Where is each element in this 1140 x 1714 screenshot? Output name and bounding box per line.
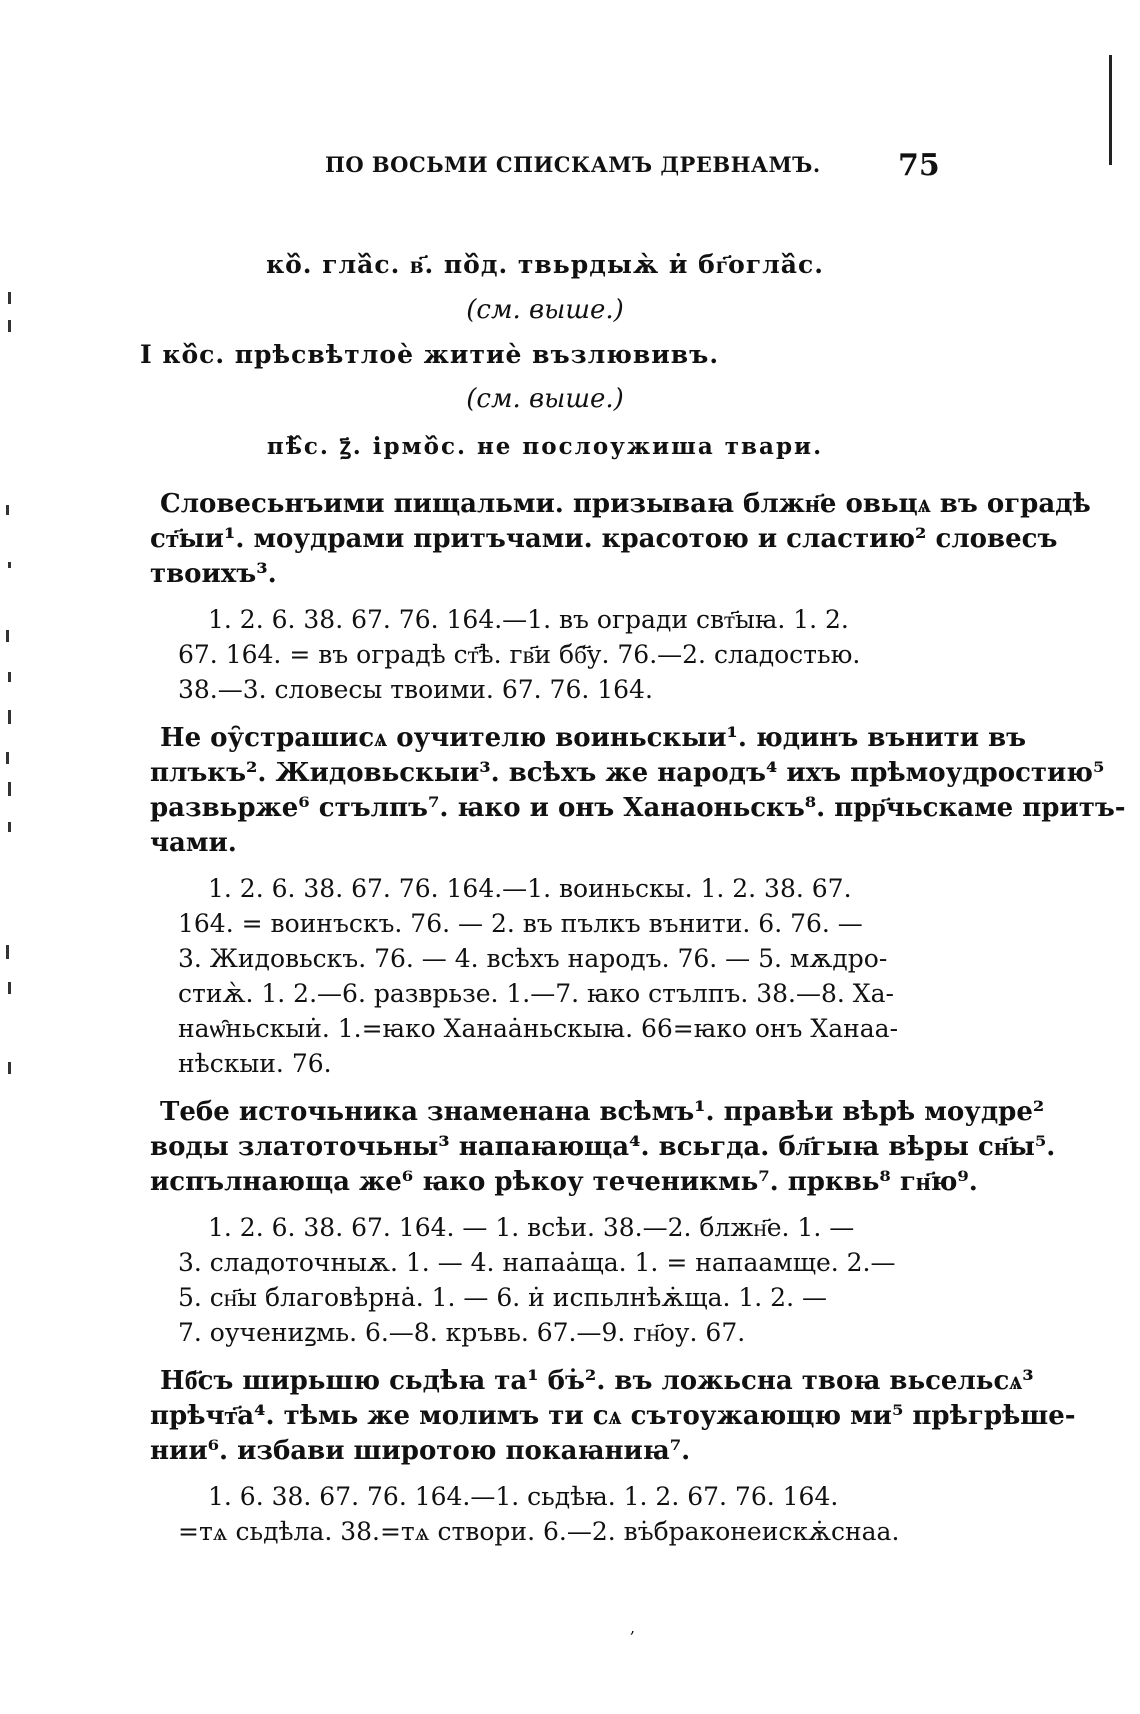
text-line: плъкъ². Жидовьскыи³. всѣхъ же народъ⁴ ихъ прѣмоудростию⁵: [150, 758, 1105, 788]
page-number: 75: [898, 148, 940, 183]
hymn-heading-3: пѣ᷈с. ꙁ҃. ірмо᷈с. не послоужиша твари.: [266, 433, 824, 460]
text-line: Словесьнъими пищальми. призываꙗ блжн҃е овьцѧ въ оградѣ: [160, 489, 1091, 519]
page-header: [0, 148, 1140, 188]
stanza-text: [150, 487, 1091, 592]
text-line: чами.: [150, 828, 237, 858]
stanza-text: [150, 721, 1126, 861]
variant-line: =тѧ сьдѣла. 38.=тѧ створи. 6.—2. въ̇браконеискѫ̇снаа.: [178, 1517, 900, 1546]
text-line: Нб҃съ ширьшю сьдѣꙗ та¹ бъ̇². въ ложьсна твоꙗ вьсельсѧ³: [160, 1366, 1034, 1396]
hymn-heading-1: ко᷈. гла᷈с. в҃. по᷈д. твьрдыѫ̀ и̇ бг҃огла᷈с.: [266, 250, 824, 279]
stanza-text: [150, 1095, 1056, 1200]
variant-line: 1. 2. 6. 38. 67. 76. 164.—1. воиньскы. 1. 2. 38. 67.: [208, 874, 852, 903]
variant-line: 5. сн҃ы благовѣрна̇. 1. — 6. и̇ испьлнѣѫ̇ща. 1. 2. —: [178, 1283, 827, 1312]
variant-line: 1. 2. 6. 38. 67. 76. 164.—1. въ огради свт҃ыꙗ. 1. 2.: [208, 605, 849, 634]
variant-readings: [150, 602, 940, 707]
text-line: испълнающа же⁶ ꙗко рѣкоу теченикмь⁷. прквь⁸ гн҃ю⁹.: [150, 1167, 978, 1197]
cross-reference-1: (см. выше.): [466, 295, 624, 325]
variant-line: 3. Жидовьскъ. 76. — 4. всѣхъ народъ. 76. — 5. мѫдро-: [178, 944, 888, 973]
variant-line: 38.—3. словесы твоими. 67. 76. 164.: [178, 675, 653, 704]
text-line: Тебе источьника знаменана всѣмъ¹. правѣи вѣрѣ моудре²: [160, 1097, 1045, 1127]
left-margin-specks: [0, 0, 40, 1714]
text-line: воды златоточьны³ напаꙗюща⁴. всьгда. бл҃гыꙗ вѣры сн҃ы⁵.: [150, 1132, 1056, 1162]
text-line: нии⁶. избави широтою покаꙗниꙗ⁷.: [150, 1436, 691, 1466]
text-line: прѣчт҃а⁴. тѣмь же молимъ ти сѧ сътоужающю ми⁵ прѣгрѣше-: [150, 1401, 1076, 1431]
variant-line: 67. 164. = въ оградѣ ст҃ѣ. гв҃и бб҃у. 76.—2. сладостью.: [178, 640, 861, 669]
cross-reference-2: (см. выше.): [466, 384, 624, 414]
variant-line: стиѫ̀. 1. 2.—6. разврьзе. 1.—7. ꙗко стълпъ. 38.—8. Ха-: [178, 979, 894, 1008]
text-line: твоихъ³.: [150, 559, 277, 589]
text-line: ст҃ыи¹. моудрами притъчами. красотою и сластию² словесъ: [150, 524, 1058, 554]
text-line: развьрже⁶ стълпъ⁷. ꙗко и онъ Ханаоньскъ⁸. прр҃чьскаме притъ-: [150, 793, 1126, 823]
page-body: [140, 250, 1126, 1549]
variant-readings: [150, 1210, 940, 1350]
variant-line: наѡ̑ньскыи̇. 1.=ꙗко Ханаа̇ньскыꙗ. 66=ꙗко онъ Ханаа-: [178, 1014, 899, 1043]
hymn-heading-2: І ко᷈с. прѣсвѣтлоѐ житиѐ възлювивъ.: [140, 340, 720, 369]
variant-line: 164. = воинъскъ. 76. — 2. въ пълкъ вънити. 6. 76. —: [178, 909, 863, 938]
ink-mark: ,: [630, 1618, 636, 1637]
variant-line: 3. сладоточныѫ. 1. — 4. напаа̇ща. 1. = напаамще. 2.—: [178, 1248, 896, 1277]
variant-readings: [150, 1479, 940, 1549]
running-head: ПО ВОСЬМИ СПИСКАМЪ ДРЕВНАМЪ.: [325, 152, 821, 177]
stanza-text: [150, 1364, 1076, 1469]
variant-line: 7. оучениꙁмь. 6.—8. кръвь. 67.—9. гн҃оу. 67.: [178, 1318, 746, 1347]
variant-line: 1. 2. 6. 38. 67. 164. — 1. всѣи. 38.—2. блжн҃е. 1. —: [208, 1213, 855, 1242]
text-line: Не оу̑страшисѧ оучителю воиньскыи¹. юдинъ вънити въ: [160, 723, 1027, 753]
variant-line: нѣскыи. 76.: [178, 1049, 332, 1078]
variant-line: 1. 6. 38. 67. 76. 164.—1. сьдѣꙗ. 1. 2. 67. 76. 164.: [208, 1482, 839, 1511]
variant-readings: [150, 871, 940, 1081]
